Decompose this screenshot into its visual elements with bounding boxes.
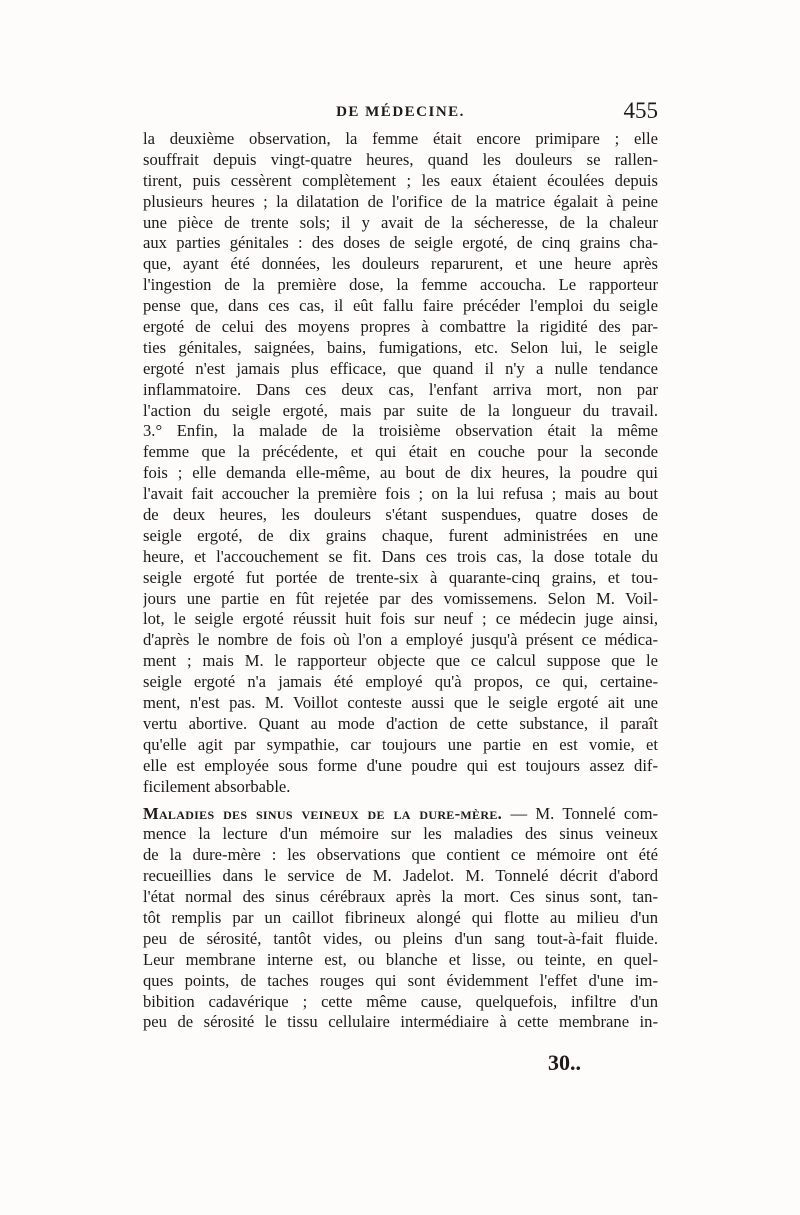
text-line: lot, le seigle ergoté réussit huit fois sur neuf ; ce médecin juge ainsi, <box>143 609 658 629</box>
text-line: ficilement absorbable. <box>143 776 291 796</box>
section-heading-continuation: — M. Tonnelé com- <box>502 803 658 823</box>
text-line: 3.° Enfin, la malade de la troisième observation était la même <box>143 421 658 441</box>
text-line: peu de sérosité, tantôt vides, ou pleins d'un sang tout-à-fait fluide. <box>143 928 658 948</box>
text-line: de deux heures, les douleurs s'étant suspendues, quatre doses de <box>143 505 658 525</box>
text-line: inflammatoire. Dans ces deux cas, l'enfant arriva mort, non par <box>143 379 658 399</box>
text-line: tirent, puis cessèrent complètement ; les eaux étaient écoulées depuis <box>143 170 658 190</box>
body-text <box>143 129 658 1033</box>
text-line: peu de sérosité le tissu cellulaire intermédiaire à cette membrane in- <box>143 1012 658 1032</box>
section-heading: Maladies des sinus veineux de la dure-mère. <box>143 803 503 823</box>
text-line: la deuxième observation, la femme était encore primipare ; elle <box>143 129 658 148</box>
text-line: tôt remplis par un caillot fibrineux alongé qui flotte au milieu d'un <box>143 907 658 927</box>
section-heading-line <box>143 804 658 825</box>
text-line: l'ingestion de la première dose, la femme accoucha. Le rapporteur <box>143 275 658 295</box>
text-line: fois ; elle demanda elle-même, au bout de dix heures, la poudre qui <box>143 463 658 483</box>
text-line: recueillies dans le service de M. Jadelot. M. Tonnelé décrit d'abord <box>143 866 658 886</box>
text-line: seigle ergoté n'a jamais été employé qu'à propos, ce qui, certaine- <box>143 672 658 692</box>
text-line: souffrait depuis vingt-quatre heures, quand les douleurs se rallen- <box>143 149 658 169</box>
page-number: 455 <box>623 98 658 123</box>
text-line: l'action du seigle ergoté, mais par suite de la longueur du travail. <box>143 400 658 420</box>
text-line: aux parties génitales : des doses de seigle ergoté, de cinq grains cha- <box>143 233 658 253</box>
text-line: ties génitales, saignées, bains, fumigations, etc. Selon lui, le seigle <box>143 337 658 357</box>
text-line: mence la lecture d'un mémoire sur les maladies des sinus veineux <box>143 824 658 844</box>
running-title: DE MÉDECINE. <box>336 104 465 120</box>
text-line: que, ayant été données, les douleurs reparurent, et une heure après <box>143 254 658 274</box>
text-line: seigle ergoté, de dix grains chaque, furent administrées en une <box>143 525 658 545</box>
text-line: qu'elle agit par sympathie, car toujours une partie en est vomie, et <box>143 734 658 754</box>
text-line: Leur membrane interne est, ou blanche et lisse, ou teinte, en quel- <box>143 949 658 969</box>
text-line: ques points, de taches rouges qui sont évidemment l'effet d'une im- <box>143 970 658 990</box>
text-line: plusieurs heures ; la dilatation de l'orifice de la matrice égalait à peine <box>143 191 658 211</box>
text-line: l'avait fait accoucher la première fois ; on la lui refusa ; mais au bout <box>143 484 658 504</box>
text-line: l'état normal des sinus cérébraux après la mort. Ces sinus sont, tan- <box>143 887 658 907</box>
text-line: jours une partie en fût rejetée par des vomissemens. Selon M. Voil- <box>143 588 658 608</box>
text-line: ment, n'est pas. M. Voillot conteste aussi que le seigle ergoté ait une <box>143 693 658 713</box>
text-line: heure, et l'accouchement se fit. Dans ces trois cas, la dose totale du <box>143 546 658 566</box>
signature-mark: 30.. <box>548 1050 581 1075</box>
text-line: une pièce de trente sols; il y avait de la sécheresse, de la chaleur <box>143 212 658 232</box>
running-head <box>143 98 658 128</box>
text-line: de la dure-mère : les observations que contient ce mémoire ont été <box>143 845 658 865</box>
text-line: ment ; mais M. le rapporteur objecte que ce calcul suppose que le <box>143 651 658 671</box>
text-line: ergoté n'est jamais plus efficace, que quand il n'y a nulle tendance <box>143 358 658 378</box>
text-line: vertu abortive. Quant au mode d'action de cette substance, il paraît <box>143 713 658 733</box>
text-line: d'après le nombre de fois où l'on a employé jusqu'à présent ce médica- <box>143 630 658 650</box>
text-line: bibition cadavérique ; cette même cause, quelquefois, infiltre d'un <box>143 991 658 1011</box>
text-line: seigle ergoté fut portée de trente-six à quarante-cinq grains, et tou- <box>143 567 658 587</box>
text-line: ergoté de celui des moyens propres à combattre la rigidité des par- <box>143 317 658 337</box>
text-line: elle est employée sous forme d'une poudre qui est toujours assez dif- <box>143 755 658 775</box>
text-line: pense que, dans ces cas, il eût fallu faire précéder l'emploi du seigle <box>143 296 658 316</box>
text-line: femme que la précédente, et qui était en couche pour la seconde <box>143 442 658 462</box>
